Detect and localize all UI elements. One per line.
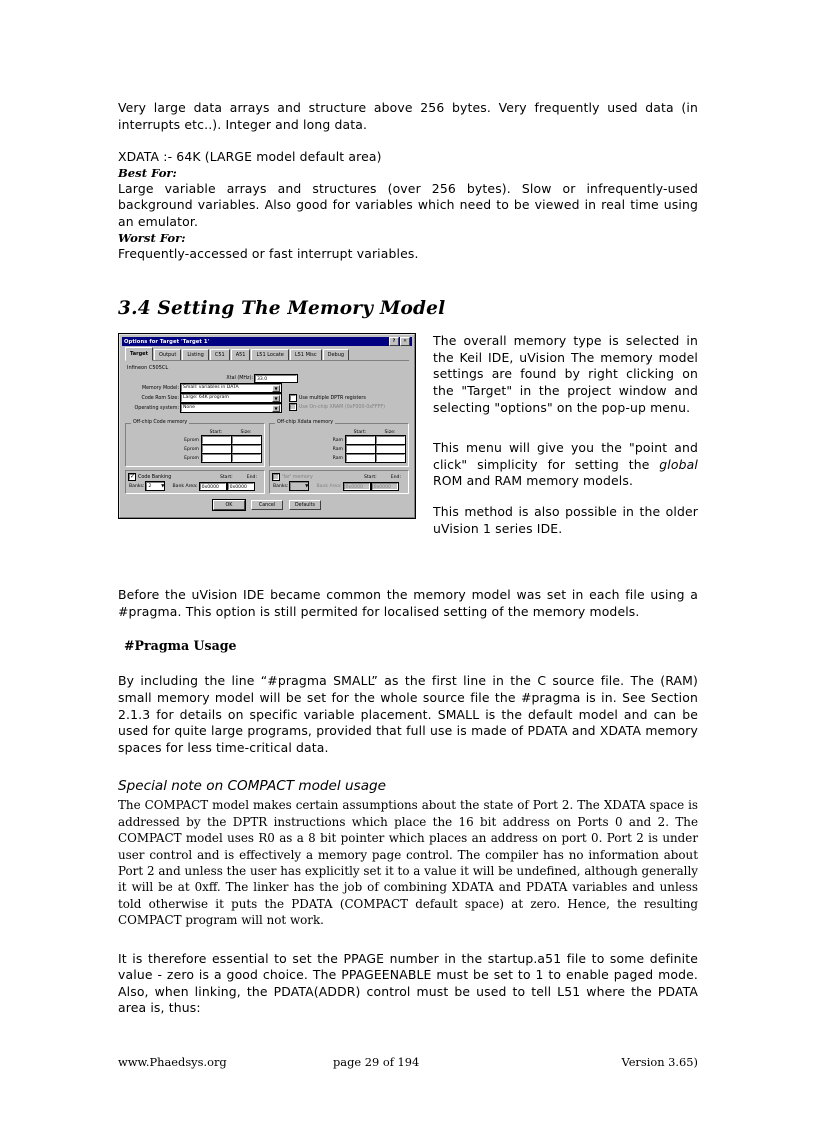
tab-c51[interactable]: C51 [210,349,230,360]
spacer [118,756,698,778]
xtal-label: Xtal (MHz): [226,376,253,382]
use-onchip-xram-checkbox[interactable] [290,404,296,410]
code-banking-start-input[interactable]: 0x0000 [200,483,226,490]
operating-system-value: None [183,405,195,411]
dialog-body [122,346,412,515]
offchip-xdata-memory-title: Off-chip Xdata memory [277,420,334,426]
far-memory-checkbox[interactable] [273,474,279,480]
ram-3-size-input[interactable] [376,454,405,462]
side-paragraph-2-part-a: This menu will give you the "point and click" simplicity for setting the [433,440,698,472]
uvision-pragma-paragraph: Before the uVision IDE became common the memory model was set in each file using a #pragma. This option is still permited for localised setting of the memory models. [118,587,698,619]
code-banking-checkbox[interactable] [129,474,135,480]
code-banking-end-header: End: [246,474,257,480]
use-multiple-dptr-label: Use multiple DPTR registers [298,395,366,401]
far-memory-row[interactable] [273,474,313,480]
offchip-code-row [129,454,261,462]
chevron-down-icon[interactable]: ▼ [272,385,280,392]
options-for-target-dialog[interactable] [118,333,416,519]
offchip-code-memory-group [125,420,265,467]
offchip-code-start-header: Start: [209,430,223,436]
figure-side-text [433,333,698,537]
code-banking-group [125,470,265,494]
eprom-1-size-input[interactable] [232,436,261,444]
pragma-usage-heading: #Pragma Usage [124,638,237,654]
code-banking-area-label: Bank Area: [172,483,198,489]
code-banking-label: Code Banking [138,474,172,480]
xdata-banking-start-header: Start: [363,474,377,480]
close-icon[interactable]: ✕ [400,337,410,346]
page-content [118,100,698,1017]
memory-groupboxes [125,418,409,467]
defaults-button[interactable]: Defaults [289,500,321,510]
offchip-xdata-start-header: Start: [353,430,367,436]
tab-l51-misc[interactable]: L51 Misc [290,349,322,360]
memory-model-row [125,384,284,392]
eprom-2-start-input[interactable] [202,445,231,453]
code-banking-header [129,474,261,480]
ppage-paragraph: It is therefore essential to set the PPAGE number in the startup.a51 file to some definite value - zero is a good choice. The PPAGEENABLE must be set to 1 to enable paged mode. Also, when linking, the PDATA(ADDR) control must be used to tell L51 where the PDATA area is, thus: [118,950,698,1016]
operating-system-select[interactable] [181,404,281,412]
side-paragraph-1: The overall memory type is selected in the Keil IDE, uVision The memory model settings are found by right clicking on the "Target" in the project window and selecting "options" on the pop-up menu. [433,333,698,415]
dialog-tabstrip [125,349,409,361]
spacer [118,319,698,333]
offchip-xdata-row [273,454,405,462]
offchip-code-row [129,436,261,444]
use-multiple-dptr-row[interactable] [290,395,409,401]
memory-model-select[interactable] [181,384,281,392]
banking-groupboxes [125,470,409,494]
offchip-code-memory-header [129,430,261,435]
eprom-label: Eprom [184,446,199,452]
code-banking-row[interactable] [129,474,171,480]
memory-model-label: Memory Model: [141,385,179,391]
spacer [118,653,698,673]
page-footer [118,1055,698,1069]
ram-2-size-input[interactable] [376,445,405,453]
footer-website: www.Phaedsys.org [118,1055,227,1069]
ram-3-start-input[interactable] [346,454,375,462]
xdata-banking-banks-label: Banks: [273,483,289,489]
xdata-heading: XDATA :- 64K (LARGE model default area) [118,149,382,165]
offchip-xdata-memory-grid [273,430,405,463]
eprom-label: Eprom [184,437,199,443]
ok-button[interactable]: OK [213,500,245,510]
ram-label: Ram [332,446,343,452]
tab-target[interactable]: Target [125,347,153,361]
dialog-title: Options for Target 'Target 1' [124,338,210,345]
code-rom-size-row [125,394,284,402]
code-banking-fields [129,482,261,490]
use-multiple-dptr-checkbox[interactable] [290,395,296,401]
xdata-banking-end-header: End: [390,474,401,480]
chevron-down-icon[interactable]: ▼ [272,405,280,412]
spacer [433,416,698,440]
settings-column-left [125,384,284,414]
ram-label: Ram [332,437,343,443]
footer-page-number: page 29 of 194 [333,1055,420,1069]
offchip-code-memory-title: Off-chip Code memory [133,420,188,426]
tab-l51-locate[interactable]: L51 Locate [251,349,288,360]
spacer [118,620,698,638]
ram-1-size-input[interactable] [376,436,405,444]
far-memory-label: 'far' memory [282,474,313,480]
settings-column-right [290,384,409,414]
code-banking-start-header: Start: [219,474,233,480]
dialog-frame [119,334,415,518]
code-banking-banks-select[interactable] [146,482,164,490]
side-paragraph-2-emphasis: global [659,456,698,472]
xdata-banking-group [269,470,409,494]
ram-label: Ram [332,455,343,461]
eprom-label: Eprom [184,455,199,461]
offchip-code-memory-grid [129,430,261,463]
help-icon[interactable]: ? [389,337,399,346]
footer-version: Version 3.65) [621,1055,698,1069]
eprom-2-size-input[interactable] [232,445,261,453]
offchip-xdata-row [273,445,405,453]
eprom-1-start-input[interactable] [202,436,231,444]
side-paragraph-2 [433,440,698,490]
xdata-banking-banks-select[interactable] [290,482,308,490]
use-onchip-xram-label: Use On-chip XRAM (0xF000-0xFFFF) [298,404,386,410]
spacer [433,490,698,504]
xdata-banking-start-input[interactable]: 0x0000 [344,483,370,490]
ram-1-start-input[interactable] [346,436,375,444]
compact-model-heading: Special note on COMPACT model usage [118,778,387,795]
eprom-3-start-input[interactable] [202,454,231,462]
worst-for-label: Worst For: [118,230,186,245]
cancel-button[interactable]: Cancel [251,500,283,510]
tab-a51[interactable]: A51 [231,349,251,360]
operating-system-row [125,404,284,412]
chevron-down-icon[interactable]: ▼ [272,395,280,402]
side-paragraph-3: This method is also possible in the older uVision 1 series IDE. [433,503,698,536]
chevron-down-icon[interactable]: ▼ [161,484,165,490]
code-banking-end-input[interactable]: 0x0000 [228,483,254,490]
intro-paragraph-1: Very large data arrays and structure above 256 bytes. Very frequently used data (in interrupts etc..). Integer and long data. [118,100,698,132]
eprom-3-size-input[interactable] [232,454,261,462]
offchip-xdata-size-header: Size: [384,430,396,436]
settings-columns [125,384,409,414]
best-for-label: Best For: [118,165,177,180]
pragma-small-paragraph: By including the line “#pragma SMALL” as the first line in the C source file. The (RAM) small memory model will be set for the whole source file the #pragma is in. See Section 2.1.3 for details on specific variable placement. SMALL is the default model and can be used for quite large programs, provided that full use is made of PDATA and XDATA memory spaces for less time-critical data. [118,673,698,755]
code-rom-size-label: Code Rom Size: [141,395,179,401]
dialog-titlebar[interactable] [122,337,412,346]
xtal-field-row [125,375,409,382]
best-for-text: Large variable arrays and structures (over 256 bytes). Slow or infrequently-used background variables. Also good for variables which need to be viewed in real time using an emulator. [118,180,698,229]
tab-output[interactable]: Output [154,349,181,360]
section-heading-3-4: 3.4 Setting The Memory Model [118,298,446,320]
xdata-banking-end-input[interactable]: 0x0000 [372,483,398,490]
xdata-banking-area-label: Bank Area: [316,483,342,489]
xtal-input[interactable]: 33.0 [255,375,297,382]
code-rom-size-select[interactable] [181,394,281,402]
xdata-banking-header [273,474,405,480]
offchip-xdata-memory-group [269,420,409,467]
offchip-code-size-header: Size: [240,430,252,436]
dialog-button-row [125,500,409,512]
xdata-banking-column-headers [364,475,405,480]
device-name-label: Infineon C505CL [127,365,169,372]
worst-for-text: Frequently-accessed or fast interrupt variables. [118,245,419,261]
use-onchip-xram-row[interactable] [290,404,409,410]
spacer [118,262,698,298]
spacer [118,573,698,587]
offchip-xdata-memory-header [273,430,405,435]
offchip-xdata-row [273,436,405,444]
code-rom-size-value: Large: 64K program [183,395,229,401]
offchip-code-row [129,445,261,453]
compact-model-paragraph: The COMPACT model makes certain assumptions about the state of Port 2. The XDATA space is addressed by the DPTR instructions which place the 16 bit address on Ports 0 and 2. The COMPACT model uses R0 as a 8 bit pointer which places an address on port 0. Port 2 is under user control and is effectively a memory page control. The compiler has no information about Port 2 and unless the user has explicitly set it to a value it will be undefined, although generally it will be at 0xff. The linker has the job of combining XDATA and PDATA variables and unless told otherwise it puts the PDATA (COMPACT default space) at zero. Hence, the resulting COMPACT program will not work. [118,798,698,928]
spacer [118,929,698,951]
xdata-banking-fields [273,482,405,490]
spacer [118,133,698,149]
chevron-down-icon[interactable]: ▼ [305,484,309,490]
code-banking-banks-label: Banks: [129,483,145,489]
side-paragraph-2-part-b: ROM and RAM memory models. [433,473,634,489]
tab-debug[interactable]: Debug [323,349,349,360]
operating-system-label: Operating system: [134,405,179,411]
memory-model-value: Small: variables in DATA [183,385,239,391]
keil-options-dialog-figure [118,333,420,519]
tab-listing[interactable]: Listing [182,349,208,360]
figure-with-sidetext [118,333,698,573]
code-banking-column-headers [220,475,261,480]
ram-2-start-input[interactable] [346,445,375,453]
code-banking-banks-value: 2 [148,484,152,490]
